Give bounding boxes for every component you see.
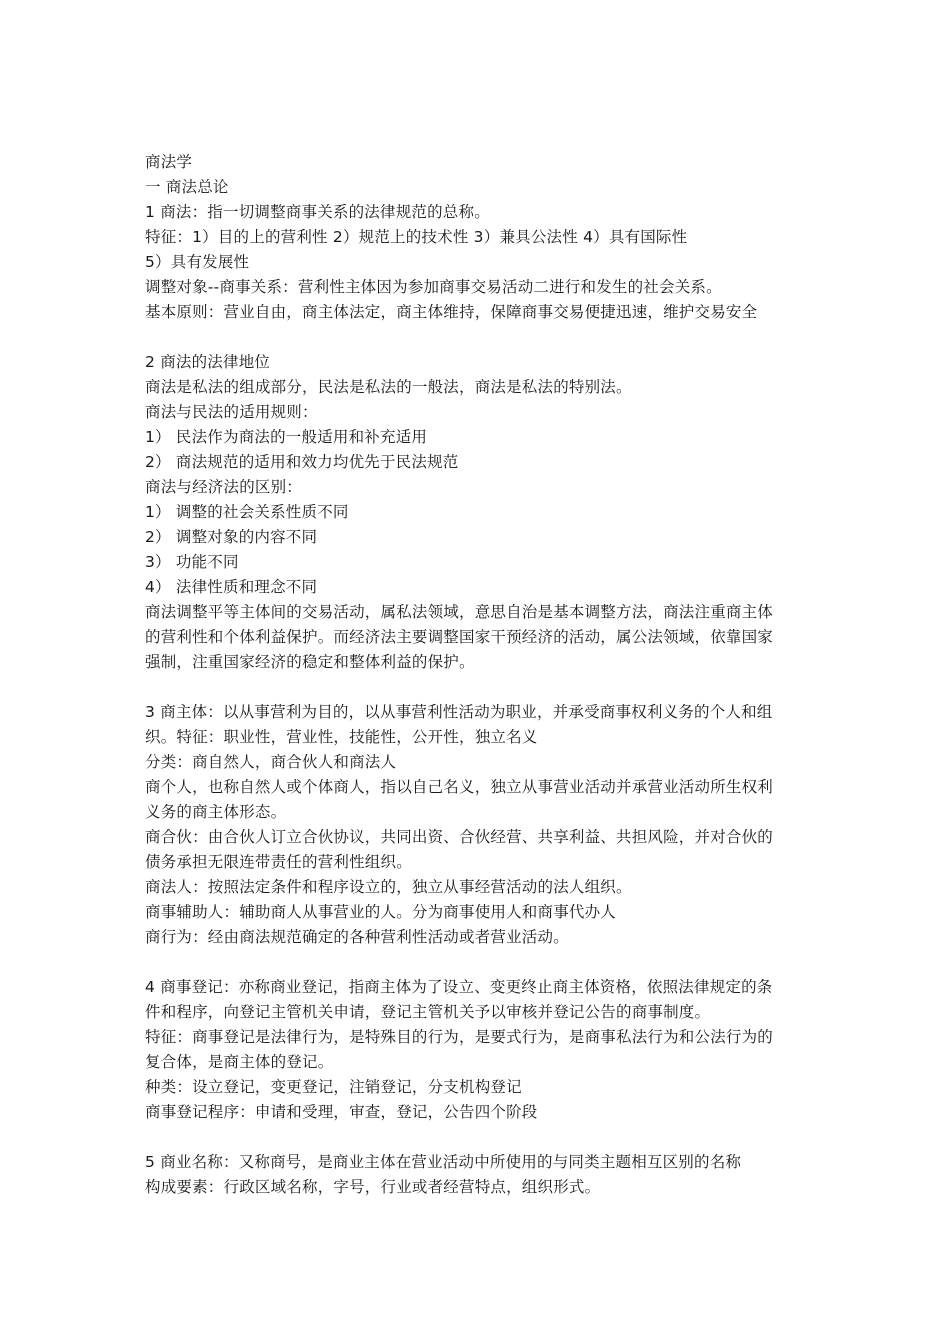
text-line: 商个人，也称自然人或个体商人，指以自己名义，独立从事营业活动并承营业活动所生权利 (145, 778, 774, 796)
section-heading: 2 商法的法律地位 (145, 353, 271, 371)
section-heading: 5 商业名称：又称商号，是商业主体在营业活动中所使用的与同类主题相互区别的名称 (145, 1153, 742, 1171)
text-line: 商事辅助人：辅助商人从事营业的人。分为商事使用人和商事代办人 (145, 903, 617, 921)
section-heading: 1 商法：指一切调整商事关系的法律规范的总称。 (145, 203, 490, 221)
list-item: 3） 功能不同 (145, 553, 239, 571)
list-item: 4） 法律性质和理念不同 (145, 578, 318, 596)
text-line: 债务承担无限连带责任的营利性组织。 (145, 853, 412, 871)
text-line: 基本原则：营业自由，商主体法定，商主体维持，保障商事交易便捷迅速，维护交易安全 (145, 303, 758, 321)
text-line: 强制，注重国家经济的稳定和整体利益的保护。 (145, 653, 475, 671)
blank-line (145, 675, 825, 700)
list-item: 2） 商法规范的适用和效力均优先于民法规范 (145, 453, 459, 471)
section-heading: 4 商事登记：亦称商业登记，指商主体为了设立、变更终止商主体资格，依照法律规定的条 (145, 978, 773, 996)
list-item: 2） 调整对象的内容不同 (145, 528, 318, 546)
text-line: 5）具有发展性 (145, 253, 250, 271)
document-body (145, 150, 825, 1200)
text-line: 调整对象--商事关系：营利性主体因为参加商事交易活动二进行和发生的社会关系。 (145, 278, 722, 296)
text-line: 商行为：经由商法规范确定的各种营利性活动或者营业活动。 (145, 928, 569, 946)
blank-line (145, 1125, 825, 1150)
section-heading: 3 商主体：以从事营利为目的，以从事营利性活动为职业，并承受商事权利义务的个人和组 (145, 703, 773, 721)
text-line: 特征：商事登记是法律行为，是特殊目的行为，是要式行为，是商事私法行为和公法行为的 (145, 1028, 774, 1046)
text-line: 分类：商自然人，商合伙人和商法人 (145, 753, 397, 771)
text-line: 商事登记程序：申请和受理，审查，登记，公告四个阶段 (145, 1103, 538, 1121)
text-line: 复合体，是商主体的登记。 (145, 1053, 334, 1071)
text-line: 商法是私法的组成部分，民法是私法的一般法，商法是私法的特别法。 (145, 378, 632, 396)
text-line: 件和程序，向登记主管机关申请，登记主管机关予以审核并登记公告的商事制度。 (145, 1003, 711, 1021)
text-line: 商法人：按照法定条件和程序设立的，独立从事经营活动的法人组织。 (145, 878, 632, 896)
text-line: 商合伙：由合伙人订立合伙协议，共同出资、合伙经营、共享利益、共担风险，并对合伙的 (145, 828, 774, 846)
text-line: 的营利性和个体利益保护。而经济法主要调整国家干预经济的活动，属公法领域，依靠国家 (145, 628, 774, 646)
text-line: 义务的商主体形态。 (145, 803, 287, 821)
text-line: 特征：1）目的上的营利性 2）规范上的技术性 3）兼具公法性 4）具有国际性 (145, 228, 688, 246)
list-item: 1） 调整的社会关系性质不同 (145, 503, 349, 521)
text-line: 商法与民法的适用规则： (145, 403, 318, 421)
list-item: 1） 民法作为商法的一般适用和补充适用 (145, 428, 428, 446)
text-line: 织。特征：职业性，营业性，技能性，公开性，独立名义 (145, 728, 538, 746)
text-line: 商法调整平等主体间的交易活动，属私法领域，意思自治是基本调整方法，商法注重商主体 (145, 603, 774, 621)
text-line: 种类：设立登记，变更登记，注销登记，分支机构登记 (145, 1078, 522, 1096)
blank-line (145, 325, 825, 350)
text-line: 构成要素：行政区域名称，字号，行业或者经营特点，组织形式。 (145, 1178, 601, 1196)
chapter-heading: 一 商法总论 (145, 178, 229, 196)
blank-line (145, 950, 825, 975)
document-title: 商法学 (145, 153, 193, 171)
text-line: 商法与经济法的区别： (145, 478, 303, 496)
